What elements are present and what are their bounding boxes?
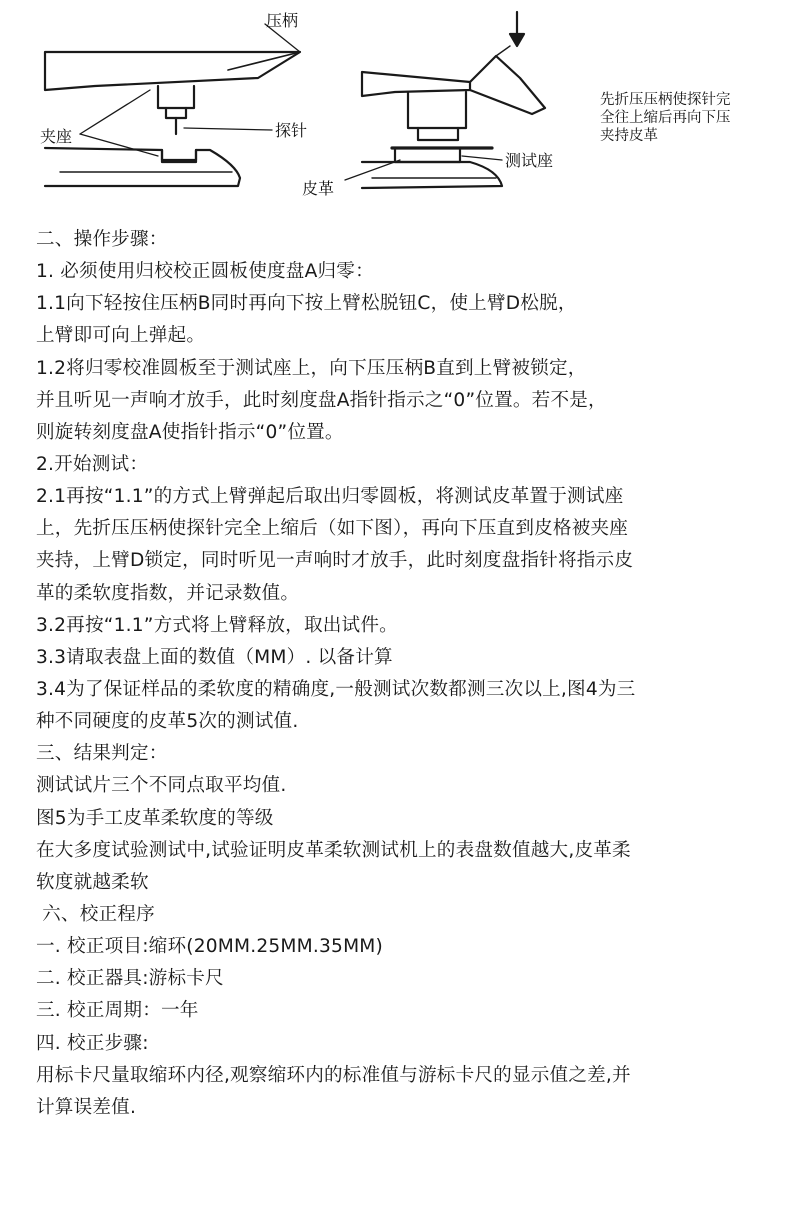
text-line: 测试试片三个不同点取平均值. (36, 775, 287, 797)
right-head (408, 92, 466, 128)
text-line: 革的柔软度指数，并记录数值。 (36, 582, 300, 604)
left-lower-base (45, 148, 240, 186)
label-test-seat: 测试座 (505, 151, 554, 170)
section-heading-calibration: 六、校正程序 (36, 903, 155, 925)
text-line: 计算误差值. (36, 1096, 137, 1118)
right-handle (470, 56, 545, 114)
text-line: 3.4为了保证样品的柔软度的精确度,一般测试次数都测三次以上,图4为三 (36, 678, 636, 700)
text-line: 1.1向下轻按住压柄B同时再向下按上臂松脱钮C，使上臂D松脱， (36, 293, 577, 315)
text-line: 图5为手工皮革柔软度的等级 (36, 807, 274, 829)
section-heading-operation: 二、操作步骤： (36, 229, 168, 250)
label-leather: 皮革 (302, 179, 335, 198)
text-line: 一. 校正项目:缩环(20MM.25MM.35MM) (36, 936, 384, 958)
section-heading-result: 三、结果判定： (36, 743, 168, 765)
text-line: 三. 校正周期：一年 (36, 1000, 199, 1022)
label-clamp-seat: 夹座 (40, 127, 73, 146)
text-line: 3.2再按“1.1”方式将上臂释放，取出试件。 (36, 614, 398, 636)
label-probe: 探针 (275, 121, 308, 140)
text-line: 上，先折压压柄使探针完全上缩后（如下图），再向下压直到皮格被夹座 (36, 518, 629, 540)
label-handle: 压柄 (266, 11, 299, 30)
left-probe-holder (166, 108, 186, 118)
text-line: 3.3请取表盘上面的数值（MM）. 以备计算 (36, 646, 393, 668)
text-line: 2.开始测试： (36, 453, 149, 475)
text-line: 用标卡尺量取缩环内径,观察缩环内的标准值与游标卡尺的显示值之差,并 (36, 1064, 631, 1086)
text-line: 夹持，上臂D锁定，同时听见一声响时才放手，此时刻度盘指针将指示皮 (36, 550, 634, 572)
text-line: 上臂即可向上弹起。 (36, 325, 206, 347)
apparatus-illustration (0, 0, 790, 218)
text-line: 2.1再按“1.1”的方式上臂弹起后取出归零圆板，将测试皮革置于测试座 (36, 486, 624, 508)
text-line: 软度就越柔软 (36, 871, 149, 893)
note-line-2: 全往上缩后再向下压 (600, 110, 731, 126)
text-line: 四. 校正步骤: (36, 1032, 149, 1054)
apparatus-diagram (0, 0, 790, 218)
text-line: 在大多度试验测试中,试验证明皮革柔软测试机上的表盘数值越大,皮革柔 (36, 839, 631, 861)
text-line: 并且听见一声响才放手，此时刻度盘A指针指示之“0”位置。若不是， (36, 389, 607, 411)
text-line: 种不同硬度的皮革5次的测试值. (36, 711, 299, 733)
left-upper-arm (45, 52, 300, 90)
text-line: 二. 校正器具:游标卡尺 (36, 968, 224, 990)
text-line: 1.2将归零校准圆板至于测试座上，向下压压柄B直到上臂被锁定， (36, 357, 587, 379)
text-line: 则旋转刻度盘A使指针指示“0”位置。 (36, 421, 344, 443)
procedure-text (36, 224, 776, 1124)
right-upper-arm (362, 72, 470, 96)
note-line-3: 夹持皮革 (600, 128, 658, 144)
note-line-1: 先折压压柄使探针完 (600, 92, 731, 108)
text-line: 1. 必须使用归校校正圆板使度盘A归零： (36, 261, 374, 283)
